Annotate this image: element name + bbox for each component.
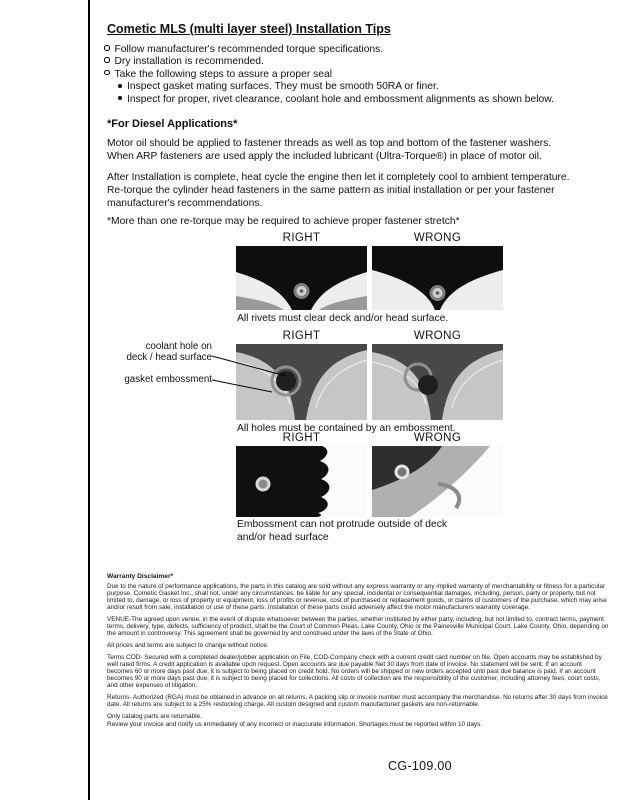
disclaimer-paragraph-terms: Terms COD- Secured with a completed dealer/jobber application on File, COD-Company check with a current credit card number on file. Open accounts may be established by well rated firms. A credit application is available upon request. Open accounts are due payable Net 30 days from date of invoice. No statement will be sent. If an account becomes 60 or more days past due, it is subject to being placed on credit hold. No orders will be shipped or new orders accepted until past due balance is paid. If an account becomes 90 or more days past due, it is subject to being placed for collections. All costs of collection are the responsibility of the customer, including attorney fees, court costs, and other expenses of litigation. <box>107 654 602 689</box>
diagram-caption-rivets: All rivets must clear deck and/or head surface. <box>237 313 449 324</box>
diesel-paragraph-1: Motor oil should be applied to fastener threads as well as top and bottom of the fastener washers. When ARP fasteners are used apply the included lubricant (Ultra-Torque®) in place of motor oil. <box>107 138 552 162</box>
disclaimer-paragraph-invoice: Review your invoice and notify us immediately of any incorrect or inaccurate information. Shortages must be reported within 10 days. <box>107 721 483 728</box>
tip-item: Take the following steps to assure a proper seal <box>104 69 554 81</box>
disclaimer-paragraph-returns: Returns- Authorized (RGA) must be obtained in advance on all returns. A packing slip or invoice number must accompany the merchandise. No returns after 30 days from invoice date. All returns are subject to a 25% restocking charge. All custom designed and custom manufactured gaskets are non-returnable. <box>107 694 608 708</box>
tip-sub-item: Inspect gasket mating surfaces. They must be smooth 50RA or finer. <box>118 81 554 93</box>
disclaimer-paragraph-venue: VENUE-The agreed upon venue, in the event of dispute whatsoever between the parties, whether instituted by either party, including, but not limited to, contract terms, payment terms, delivery, type, defects, sufficiency of product, shall be the Court of Common Pleas, Lake County, Ohio or the Painesville Municipal Court, Lake County, Ohio, depending on the amount in controversy. This agreement shall be governed by and construed under the laws of the State of Ohio. <box>107 616 609 637</box>
retorque-note: *More than one re-torque may be required to achieve proper fastener stretch* <box>107 216 460 227</box>
diesel-paragraph-2: After Installation is complete, heat cycle the engine then let it completely cool to ambient temperature. Re-torque the cylinder head fasteners in the same pattern as initial installation or per your fastener manufacturer's recommendations. <box>107 172 570 209</box>
diagram-caption-holes: All holes must be contained by an embossment. <box>237 423 456 434</box>
diagram-rivet-right-image <box>236 246 367 310</box>
gasket-embossment-label: gasket embossment <box>124 374 212 385</box>
right-label-row2: RIGHT <box>282 330 321 342</box>
warranty-disclaimer-heading: Warranty Disclaimer* <box>107 573 174 580</box>
diagram-embossment-wrong-image <box>372 446 503 517</box>
disclaimer-paragraph-warranty: Due to the nature of performance applications, the parts in this catalog are sold without any express warranty or any implied warranty of merchantability or fitness for a particular purpose. Cometic Gasket Inc., shall not, under any circumstances, be liable for any special, incidental or consequential damages, including, person, party or property, but not limited to, damage, or loss of property or equipment, loss of profits or revenue, cost of purchased or replacement goods, or claims of customers of the purchase, which may arise and/or result from sale, installation or use of these parts. Installation of these parts could adversely affect the motor manufacturers warranty coverage. <box>107 583 607 611</box>
page-number: CG-109.00 <box>388 759 452 773</box>
installation-tips-list <box>104 44 554 106</box>
page-title: Cometic MLS (multi layer steel) Installation Tips <box>107 22 391 36</box>
diagram-coolant-wrong-image <box>372 344 503 420</box>
wrong-label-row3: WRONG <box>413 432 462 444</box>
diagram-coolant-right-image <box>236 344 367 420</box>
wrong-label-row2: WRONG <box>413 330 462 342</box>
right-label-row3: RIGHT <box>282 432 321 444</box>
tip-item: Follow manufacturer's recommended torque specifications. <box>104 44 554 56</box>
right-label-row1: RIGHT <box>282 232 321 244</box>
warranty-disclaimer-section <box>107 573 609 733</box>
diagram-caption-embossment: Embossment can not protrude outside of deck and/or head surface <box>237 519 448 543</box>
tip-sub-item: Inspect for proper, rivet clearance, coolant hole and embossment alignments as shown below. <box>118 94 554 106</box>
coolant-hole-label: coolant hole on deck / head surface <box>126 341 212 364</box>
diagram-embossment-right-image <box>236 446 367 517</box>
tip-item: Dry installation is recommended. <box>104 56 554 68</box>
disclaimer-paragraph-prices: All prices and terms are subject to change without notice. <box>107 642 269 649</box>
wrong-label-row1: WRONG <box>413 232 462 244</box>
page-edge-rule <box>88 0 90 800</box>
disclaimer-paragraph-catalog: Only catalog parts are returnable. <box>107 713 202 720</box>
diagram-rivet-wrong-image <box>372 246 503 310</box>
diesel-applications-heading: *For Diesel Applications* <box>107 118 238 130</box>
